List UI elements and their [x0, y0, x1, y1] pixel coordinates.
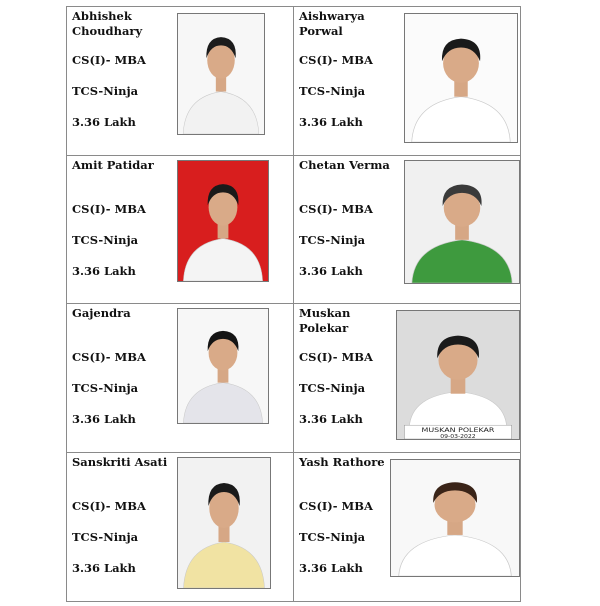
student-name: Aishwarya Porwal: [299, 9, 365, 38]
student-course: CS(I)- MBA: [72, 53, 146, 67]
student-name: Sanskriti Asati: [72, 454, 168, 469]
student-company: TCS-Ninja: [299, 232, 366, 247]
student-company: TCS-Ninja: [72, 381, 139, 395]
student-photo: [404, 160, 520, 284]
student-package: 3.36 Lakh: [299, 560, 363, 575]
student-info: [72, 158, 174, 295]
student-company: TCS-Ninja: [72, 232, 139, 247]
student-info: [72, 455, 174, 592]
student-name: Muskan Polekar: [299, 306, 351, 335]
student-name: Amit Patidar: [72, 157, 154, 172]
student-info: [299, 455, 401, 592]
portrait: [178, 309, 268, 423]
portrait: [405, 161, 519, 283]
student-course: CS(I)- MBA: [72, 201, 146, 216]
student-info: [299, 9, 401, 146]
student-photo: [177, 13, 265, 135]
student-course: CS(I)- MBA: [299, 201, 373, 216]
student-card: [67, 156, 294, 305]
student-course: CS(I)- MBA: [72, 498, 146, 513]
student-company: TCS-Ninja: [72, 529, 139, 544]
student-name: Gajendra: [72, 306, 131, 320]
student-company: TCS-Ninja: [72, 84, 139, 98]
student-card: [294, 156, 520, 305]
portrait: [397, 311, 519, 439]
student-package: 3.36 Lakh: [299, 263, 363, 278]
student-course: CS(I)- MBA: [299, 350, 373, 364]
student-card: [294, 304, 520, 453]
student-card: [294, 7, 520, 156]
portrait: [178, 161, 268, 281]
placement-table: [66, 6, 521, 602]
student-info: [72, 9, 174, 146]
student-package: 3.36 Lakh: [299, 412, 363, 426]
student-package: 3.36 Lakh: [299, 115, 363, 129]
student-name: Chetan Verma: [299, 157, 390, 172]
portrait: [178, 14, 264, 134]
student-photo: [390, 459, 520, 577]
student-card: [67, 453, 294, 602]
student-course: CS(I)- MBA: [72, 350, 146, 364]
student-name: Abhishek Choudhary: [72, 9, 143, 38]
student-card: [67, 304, 294, 453]
portrait: [391, 460, 519, 576]
student-card: [294, 453, 520, 602]
student-company: TCS-Ninja: [299, 529, 366, 544]
student-package: 3.36 Lakh: [72, 560, 136, 575]
student-info: [299, 158, 401, 295]
student-card: [67, 7, 294, 156]
portrait: [178, 458, 270, 588]
student-photo: [404, 13, 518, 143]
portrait: [405, 14, 517, 142]
student-course: CS(I)- MBA: [299, 498, 373, 513]
student-photo: [396, 310, 520, 440]
student-name: Yash Rathore: [299, 454, 385, 469]
student-photo: [177, 160, 269, 282]
student-company: TCS-Ninja: [299, 84, 366, 98]
student-package: 3.36 Lakh: [72, 263, 136, 278]
student-package: 3.36 Lakh: [72, 115, 136, 129]
student-company: TCS-Ninja: [299, 381, 366, 395]
student-info: [299, 306, 401, 443]
student-info: [72, 306, 174, 443]
student-photo: [177, 308, 269, 424]
student-photo: [177, 457, 271, 589]
student-course: CS(I)- MBA: [299, 53, 373, 67]
photo-caption-date: 09-03-2022: [440, 434, 476, 439]
photo-caption-name: MUSKAN POLEKAR: [421, 425, 495, 434]
student-package: 3.36 Lakh: [72, 412, 136, 426]
